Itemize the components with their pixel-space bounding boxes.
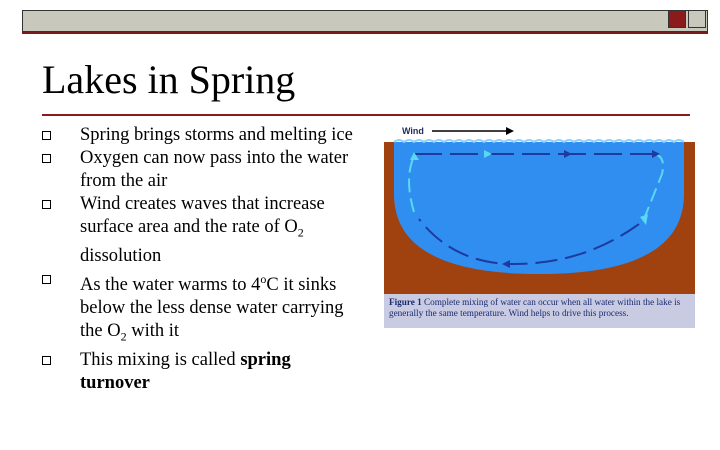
bullet-list: [42, 124, 362, 395]
bullet-text: dissolution: [80, 245, 162, 266]
bullet-text: 2: [297, 225, 304, 240]
top-decor-box-tan: [688, 10, 706, 28]
slide-title: Lakes in Spring: [42, 57, 296, 102]
bullet-item: [42, 124, 362, 147]
bullet-square-icon: [42, 200, 51, 209]
lake-water: [394, 142, 684, 274]
bullet-square-icon: [42, 275, 51, 284]
top-decor-box-red: [668, 10, 686, 28]
figure-caption: [384, 294, 695, 328]
bullet-text: with it: [126, 320, 180, 341]
bullet-item: [42, 349, 362, 395]
bullet-square-icon: [42, 131, 51, 140]
bullet-item: [42, 268, 362, 349]
bullet-square-icon: [42, 154, 51, 163]
bullet-text: 2: [120, 329, 127, 344]
caption-text: Complete mixing of water can occur when all water within the lake is generally the same temperature. Wind helps to drive this process.: [389, 297, 681, 318]
bullet-text: spring turnover: [80, 349, 291, 393]
bullet-text: Oxygen can now pass into the water from the air: [80, 148, 349, 191]
bullet-item: [42, 193, 362, 268]
bullet-text: This mixing is called: [80, 349, 241, 370]
bullet-square-icon: [42, 356, 51, 365]
bullet-text: o: [260, 271, 267, 286]
bullet-text: Wind creates waves that increase surface area and the rate of O: [80, 194, 325, 237]
bullet-text: Spring brings storms and melting ice: [80, 125, 353, 145]
bullet-text: As the water warms to 4: [80, 274, 261, 295]
caption-label: Figure 1: [389, 297, 422, 307]
title-divider: [42, 114, 690, 116]
top-decor-bar: [22, 10, 708, 32]
wind-label: Wind: [402, 126, 424, 136]
top-decor-underline: [22, 32, 708, 34]
bullet-item: [42, 147, 362, 193]
bullet-text: C it sinks below the less dense water carrying the O: [80, 274, 344, 341]
